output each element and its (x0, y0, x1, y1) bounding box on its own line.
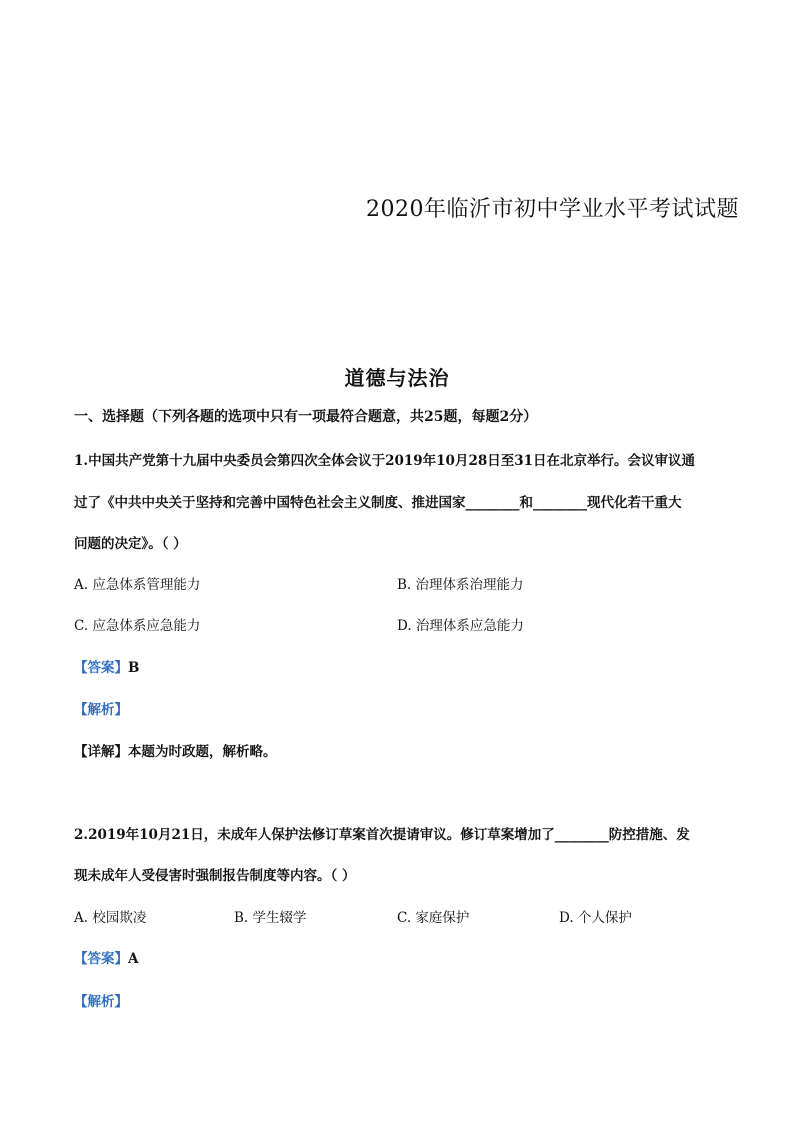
answer-tag: 【答案】 (74, 951, 128, 967)
question-2-analysis (74, 990, 128, 1010)
question-2-answer (74, 947, 138, 967)
question-1-option-c: C. 应急体系应急能力 (74, 618, 201, 634)
analysis-tag: 【解析】 (74, 702, 128, 718)
question-1-line-2: 过了《中共中央关于坚持和完善中国特色社会主义制度、推进国家________和________现代化若干重大 (74, 495, 682, 511)
answer-value: A (128, 951, 139, 967)
question-1-option-b: B. 治理体系治理能力 (397, 577, 524, 593)
question-2-line-1: 2.2019年10月21日，未成年人保护法修订草案首次提请审议。修订草案增加了________防控措施、发 (74, 827, 690, 843)
question-2-option-d: D. 个人保护 (559, 910, 632, 926)
question-1-line-1: 1.中国共产党第十九届中央委员会第四次全体会议于2019年10月28日至31日在北京举行。会议审议通 (74, 453, 696, 469)
document-title: 2020年临沂市初中学业水平考试试题 (366, 197, 739, 222)
question-1-detail (74, 740, 277, 760)
question-1-option-a: A. 应急体系管理能力 (74, 577, 201, 593)
question-1-option-d: D. 治理体系应急能力 (397, 618, 524, 634)
question-1-analysis (74, 698, 128, 718)
analysis-tag: 【解析】 (74, 994, 128, 1010)
answer-tag: 【答案】 (74, 660, 128, 676)
question-2-option-a: A. 校园欺凌 (74, 910, 147, 926)
subject-heading: 道德与法治 (344, 366, 450, 390)
question-1-answer (74, 656, 139, 676)
answer-value: B (128, 660, 140, 676)
detail-tag: 【详解】 (74, 744, 128, 760)
question-2-line-2: 现未成年人受侵害时强制报告制度等内容。（ ） (74, 868, 356, 884)
question-2-option-c: C. 家庭保护 (397, 910, 470, 926)
section-heading: 一、选择题（下列各题的选项中只有一项最符合题意，共25题，每题2分） (74, 409, 538, 425)
question-1-line-3: 问题的决定》。（ ） (74, 536, 187, 552)
question-2-option-b: B. 学生辍学 (234, 910, 307, 926)
detail-text: 本题为时政题，解析略。 (128, 744, 277, 760)
